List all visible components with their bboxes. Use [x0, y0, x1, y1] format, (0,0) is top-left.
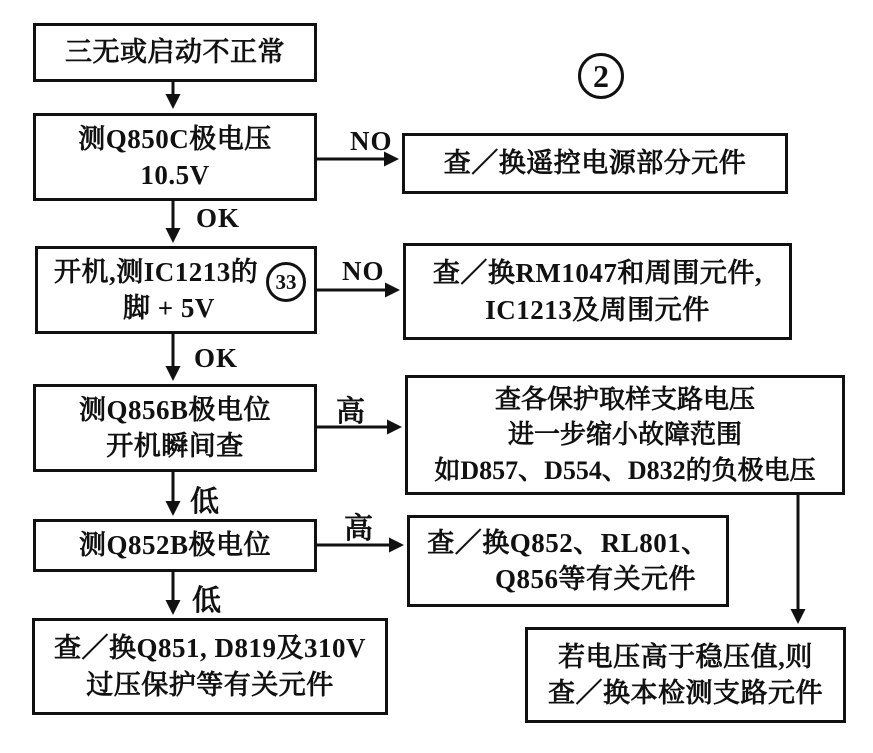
edge-label-high-2: 高: [344, 513, 375, 545]
node-q856-line1: 测Q856B极电位: [78, 394, 271, 425]
node-check-detection-branch: [525, 627, 846, 723]
node-ic1213-line1: 开机,测IC1213的: [54, 256, 259, 287]
node-r4-line2: Q856等有关元件: [494, 564, 696, 594]
node-r2-line1: 查／换RM1047和周围元件,: [432, 258, 763, 289]
node-q856-line2: 开机瞬间查: [106, 431, 244, 461]
node-measure-q852: [33, 519, 317, 572]
edge-label-no-1: NO: [350, 126, 393, 156]
node-check-rm1047: [403, 243, 792, 340]
node-measure-q850: [33, 113, 317, 201]
node-r2-line2: IC1213及周围元件: [485, 294, 710, 325]
edge-label-ok-2: OK: [194, 343, 239, 373]
node-measure-ic1213: [35, 246, 317, 334]
node-q850-line2: 10.5V: [140, 160, 210, 190]
circled-page-number: 2: [578, 53, 624, 99]
node-check-protection-sampling: [405, 375, 845, 495]
node-g-line1: 若电压高于稳压值,则: [558, 641, 813, 672]
node-r3-line1: 查各保护取样支路电压: [494, 385, 755, 415]
node-r3-line2: 进一步缩小故障范围: [507, 420, 742, 450]
edge-label-low-1: 低: [190, 486, 221, 518]
node-check-remote-power: [402, 133, 788, 194]
node-f-line1: 查／换Q851, D819及310V: [54, 633, 366, 664]
node-r4-line1: 查／换Q852、RL801、: [427, 527, 709, 558]
node-q850-line1: 测Q850C极电压: [78, 123, 272, 154]
node-check-q852-rl801: [407, 515, 729, 607]
node-measure-q856: [33, 384, 317, 472]
node-start-text: 三无或启动不正常: [65, 37, 285, 68]
node-r3-line3: 如D857、D554、D832的负极电压: [434, 455, 816, 485]
node-g-line2: 查／换本检测支路元件: [548, 678, 823, 708]
node-ic1213-line2: 脚 + 5V: [123, 293, 215, 323]
edge-label-no-2: NO: [342, 256, 385, 286]
node-start: [33, 23, 317, 82]
node-f-line2: 过压保护等有关元件: [86, 669, 334, 700]
node-r1-text: 查／换遥控电源部分元件: [443, 148, 747, 179]
edge-label-ok-1: OK: [196, 203, 241, 233]
node-check-q851-overvoltage: [32, 618, 388, 715]
node-q852-text: 测Q852B极电位: [78, 530, 271, 561]
circled-pin-number: 33: [266, 262, 306, 302]
edge-label-high-1: 高: [336, 396, 367, 428]
edge-label-low-2: 低: [192, 585, 223, 617]
